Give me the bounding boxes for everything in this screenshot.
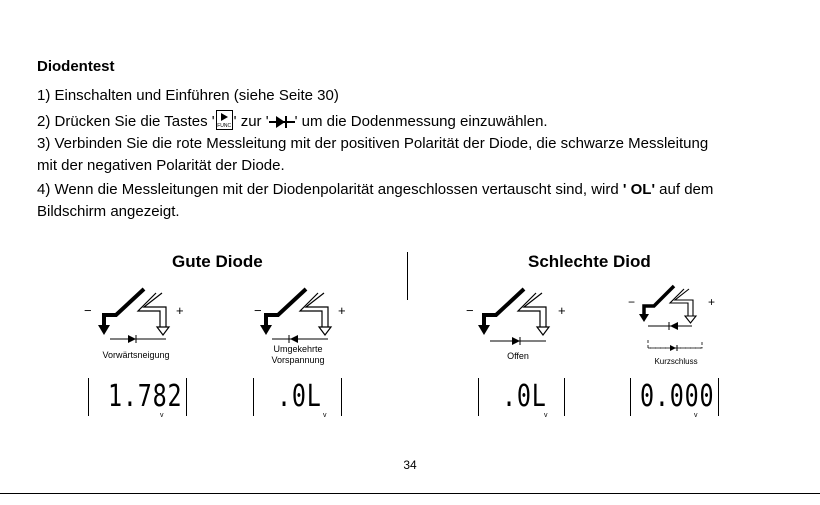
section-title: Diodentest (37, 58, 115, 75)
minus-sign: − (84, 303, 92, 318)
diode-triangle (128, 335, 136, 343)
lcd-forward (88, 378, 194, 418)
red-probe (518, 293, 540, 327)
plus-sign: + (708, 295, 716, 309)
footer-rule (0, 493, 820, 494)
lcd-reverse-unit: v (323, 412, 327, 419)
black-probe (644, 286, 674, 316)
step-2 (37, 110, 548, 132)
step-4-line-1 (37, 180, 713, 200)
caption-short: Kurzschluss (654, 357, 698, 366)
red-probe (138, 293, 160, 327)
lcd-forward-unit: v (160, 412, 164, 419)
black-probe (484, 289, 524, 327)
plus-sign: + (338, 303, 346, 318)
red-probe-tip (685, 316, 696, 323)
column-divider (407, 252, 408, 300)
step-4-text-c: auf dem (655, 181, 714, 198)
lcd-short-unit: v (694, 412, 698, 419)
good-diode-heading: Gute Diode (172, 252, 263, 271)
black-probe (104, 289, 144, 327)
open-diagram (464, 285, 574, 347)
step-2-text-c: ' um die Dodenmessung einzuwählen. (294, 113, 548, 130)
diode-triangle (670, 322, 678, 330)
red-probe (300, 293, 322, 327)
step-3-line-2: mit der negativen Polarität der Diode. (37, 157, 285, 174)
lcd-open (478, 378, 578, 418)
diode-triangle (512, 337, 520, 345)
diode-symbol-icon (269, 115, 295, 129)
red-probe-tip (319, 327, 331, 335)
lcd-forward-value: 1.782 (108, 379, 183, 414)
lcd-reverse (253, 378, 353, 418)
caption-reverse-bias-l2: Vorspannung (271, 355, 325, 365)
plus-sign: + (176, 303, 184, 318)
short-dashed-frame (648, 340, 702, 348)
caption-forward-bias: Vorwärtsneigung (102, 350, 170, 360)
step-3-line-1: 3) Verbinden Sie die rote Messleitung mit der positiven Polarität der Diode, die schwarze Messleitung (37, 135, 709, 152)
func-key-label: FUNC (217, 123, 232, 129)
black-probe-tip (260, 325, 272, 335)
black-probe (266, 289, 306, 327)
lcd-short-value: 0.000 (640, 379, 715, 414)
black-probe-tip (478, 325, 490, 335)
red-probe (670, 289, 688, 316)
lcd-short (630, 378, 730, 418)
lcd-reverse-value: .0L (277, 379, 322, 414)
minus-sign: − (628, 295, 636, 309)
black-probe-tip (639, 314, 649, 322)
red-probe-tip (157, 327, 169, 335)
step-1: 1) Einschalten und Einführen (siehe Seite 30) (37, 87, 339, 104)
step-2-text-b: ' zur ' (233, 113, 269, 130)
caption-reverse-bias-l1: Umgekehrte (273, 344, 323, 354)
page-number: 34 (403, 458, 417, 472)
reverse-bias-diagram (252, 285, 362, 347)
lcd-open-unit: v (544, 412, 548, 419)
lcd-open-value: .0L (502, 379, 547, 414)
diode-triangle (290, 335, 298, 343)
func-key-icon (216, 110, 233, 130)
minus-sign: − (466, 303, 474, 318)
minus-sign: − (254, 303, 262, 318)
bad-diode-heading: Schlechte Diod (528, 252, 651, 271)
red-probe-tip (537, 327, 549, 335)
plus-sign: + (558, 303, 566, 318)
caption-reverse-bias (238, 344, 358, 366)
step-4-line-2: Bildschirm angezeigt. (37, 203, 180, 220)
step-4-ol-text: ' OL' (622, 181, 656, 198)
caption-open: Offen (507, 351, 529, 361)
step-2-text-a: 2) Drücken Sie die Tastes ' (37, 113, 215, 130)
step-4-text-a: 4) Wenn die Messleitungen mit der Diodenpolarität angeschlossen vertauscht sind, wird (37, 181, 623, 198)
short-diagram (626, 282, 726, 354)
forward-bias-diagram (80, 285, 190, 347)
black-probe-tip (98, 325, 110, 335)
